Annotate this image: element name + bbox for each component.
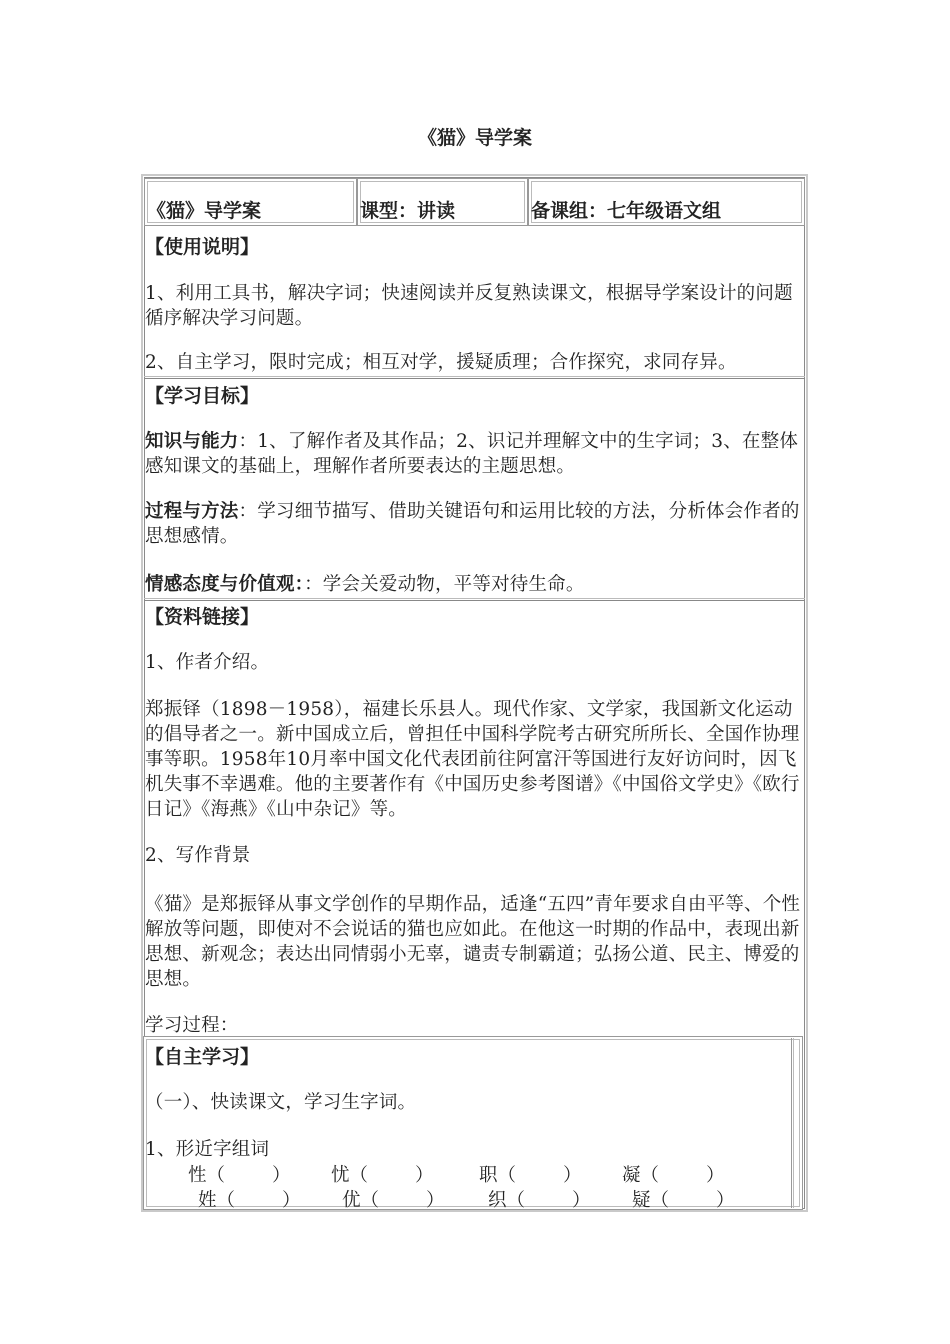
self-study-sub: （一）、快读课文，学习生字词。: [145, 1092, 417, 1113]
goal-knowledge-text: ：1、了解作者及其作品；2、识记并理解文中的生字词；3、在整体感知课文的基础上，理解作者所要表达的主题思想。: [145, 431, 799, 477]
materials-sub-1: 1、作者介绍。: [145, 652, 270, 673]
word-blank: 织（ ）: [488, 1190, 591, 1211]
inner-column-line: [791, 1038, 794, 1208]
usage-heading: 【使用说明】: [145, 236, 260, 258]
goal-knowledge-label: 知识与能力: [145, 431, 239, 452]
word-blank: 性（ ）: [188, 1165, 291, 1186]
word-blank: 优（ ）: [342, 1190, 445, 1211]
section-divider: [144, 376, 805, 379]
header-cell-type: 课型：讲读: [357, 178, 528, 226]
word-blank: 凝（ ）: [622, 1165, 725, 1186]
goal-emotion-label: 情感态度与价值观：: [145, 574, 305, 595]
process-label: 学习过程：: [145, 1015, 239, 1036]
header-cell-group: 备课组：七年级语文组: [528, 178, 805, 226]
usage-item-1: 1、利用工具书，解决字词；快速阅读并反复熟读课文，根据导学案设计的问题循序解决学习问题。: [145, 283, 793, 329]
goal-method: [145, 499, 807, 549]
goal-method-label: 过程与方法: [145, 501, 239, 522]
goal-emotion: [145, 572, 807, 597]
header-row: [144, 178, 805, 228]
page-title: 《猫》导学案: [417, 127, 532, 149]
word-blank: 忧（ ）: [331, 1165, 434, 1186]
word-blank: 职（ ）: [479, 1165, 582, 1186]
section-divider: [144, 598, 805, 601]
header-cell-title: 《猫》导学案: [144, 178, 357, 226]
author-intro: 郑振铎（1898－1958），福建长乐县人。现代作家、文学家，我国新文化运动的倡导者之一。新中国成立后，曾担任中国科学院考古研究所所长、全国作协理事等职。1958年10月率中国文化代表团前往阿富汗等国进行友好访问时，因飞机失事不幸遇难。他的主要著作有《中国历史参考图谱》《中国俗文学史》《欧行日记》《海燕》《山中杂记》等。: [145, 699, 800, 820]
goal-knowledge: [145, 429, 807, 479]
goal-emotion-text: ：学会关爱动物，平等对待生命。: [304, 574, 585, 595]
self-study-heading: 【自主学习】: [145, 1046, 260, 1068]
goals-heading: 【学习目标】: [145, 385, 260, 407]
goal-method-text: ：学习细节描写、借助关键语句和运用比较的方法，分析体会作者的思想感情。: [145, 501, 800, 547]
materials-sub-2: 2、写作背景: [145, 845, 251, 866]
usage-item-2: 2、自主学习，限时完成；相互对学，援疑质理；合作探究，求同存异。: [145, 352, 737, 373]
word-blank: 姓（ ）: [198, 1190, 301, 1211]
self-study-item: 1、形近字组词: [145, 1139, 270, 1160]
writing-background: 《猫》是郑振铎从事文学创作的早期作品，适逢“五四”青年要求自由平等、个性解放等问题，即使对不会说话的猫也应如此。在他这一时期的作品中，表现出新思想、新观念；表达出同情弱小无辜，谴责专制霸道；弘扬公道、民主、博爱的思想。: [145, 894, 801, 990]
word-blank: 疑（ ）: [632, 1190, 735, 1211]
materials-heading: 【资料链接】: [145, 606, 260, 628]
